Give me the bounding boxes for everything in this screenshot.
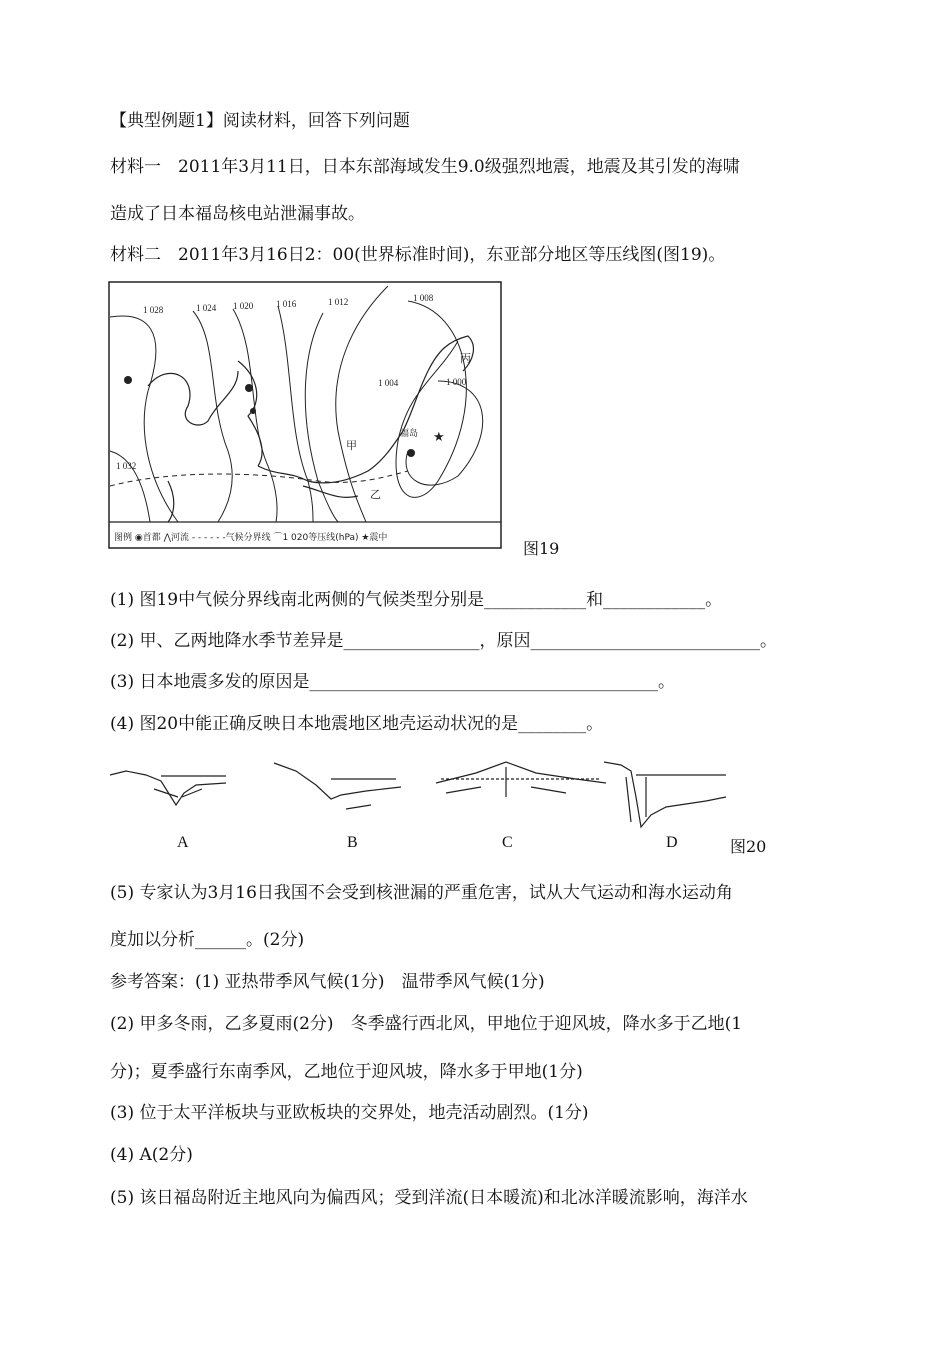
place-label-jia: 甲	[346, 439, 357, 452]
material1-line2: 造成了日本福岛核电站泄漏事故。	[110, 204, 365, 224]
fig20-caption: 图20	[730, 837, 767, 856]
isobar-label: 1 020	[233, 301, 254, 311]
answer-5: (5) 该日福岛附近主地风向为偏西风；受到洋流(日本暖流)和北冰洋暖流影响，海洋水	[110, 1188, 748, 1208]
example-title: 【典型例题1】阅读材料，回答下列问题	[110, 111, 410, 131]
crust-movement-figure	[106, 757, 746, 857]
isobar-label: 1 016	[276, 299, 297, 309]
place-label-bing: 丙	[460, 352, 471, 365]
isobar-label: 1 032	[116, 461, 137, 471]
place-label-fukushima: 福岛	[400, 429, 419, 439]
isobar-label: 1 000	[446, 377, 467, 387]
isobar-label: 1 012	[328, 297, 349, 307]
question-5-line1: (5) 专家认为3月16日我国不会受到核泄漏的严重危害，试从大气运动和海水运动角	[110, 883, 733, 903]
fig20-label-b: B	[347, 834, 358, 851]
material1-line1: 材料一 2011年3月11日，日本东部海域发生9.0级强烈地震，地震及其引发的海啸	[110, 157, 740, 177]
fig20-label-c: C	[502, 834, 513, 851]
answer-4: (4) A(2分)	[110, 1145, 193, 1165]
question-1: (1) 图19中气候分界线南北两侧的气候类型分别是____________和____________。	[110, 590, 723, 610]
fig19-caption: 图19	[523, 539, 560, 558]
map-legend: 图例 ◉首都 ⋀河流 - - - - - -气候分界线 ⌒1 020等压线(hPa) ★震中	[114, 533, 388, 543]
svg-text:★: ★	[433, 430, 445, 445]
isobar-label: 1 024	[196, 303, 217, 313]
answer-3: (3) 位于太平洋板块与亚欧板块的交界处，地壳活动剧烈。(1分)	[110, 1103, 589, 1123]
isobar-label: 1 008	[413, 293, 434, 303]
fig20-label-a: A	[177, 834, 189, 851]
answer-1: 参考答案：(1) 亚热带季风气候(1分) 温带季风气候(1分)	[110, 972, 545, 992]
question-5-line2: 度加以分析______。(2分)	[110, 930, 305, 950]
question-3: (3) 日本地震多发的原因是_________________________________________。	[110, 672, 675, 692]
isobar-label: 1 004	[378, 378, 399, 388]
isobar-map-figure	[108, 281, 502, 549]
material2-line: 材料二 2011年3月16日2：00(世界标准时间)，东亚部分地区等压线图(图19)。	[110, 245, 726, 265]
question-4: (4) 图20中能正确反映日本地震地区地壳运动状况的是________。	[110, 714, 604, 734]
fig20-label-d: D	[666, 834, 678, 851]
place-label-yi: 乙	[370, 488, 381, 501]
isobar-label: 1 028	[143, 305, 164, 315]
question-2: (2) 甲、乙两地降水季节差异是________________，原因___________________________。	[110, 631, 777, 651]
answer-2-line1: (2) 甲多冬雨，乙多夏雨(2分) 冬季盛行西北风，甲地位于迎风坡，降水多于乙地(1	[110, 1014, 743, 1034]
answer-2-line2: 分)；夏季盛行东南季风，乙地位于迎风坡，降水多于甲地(1分)	[110, 1062, 583, 1082]
